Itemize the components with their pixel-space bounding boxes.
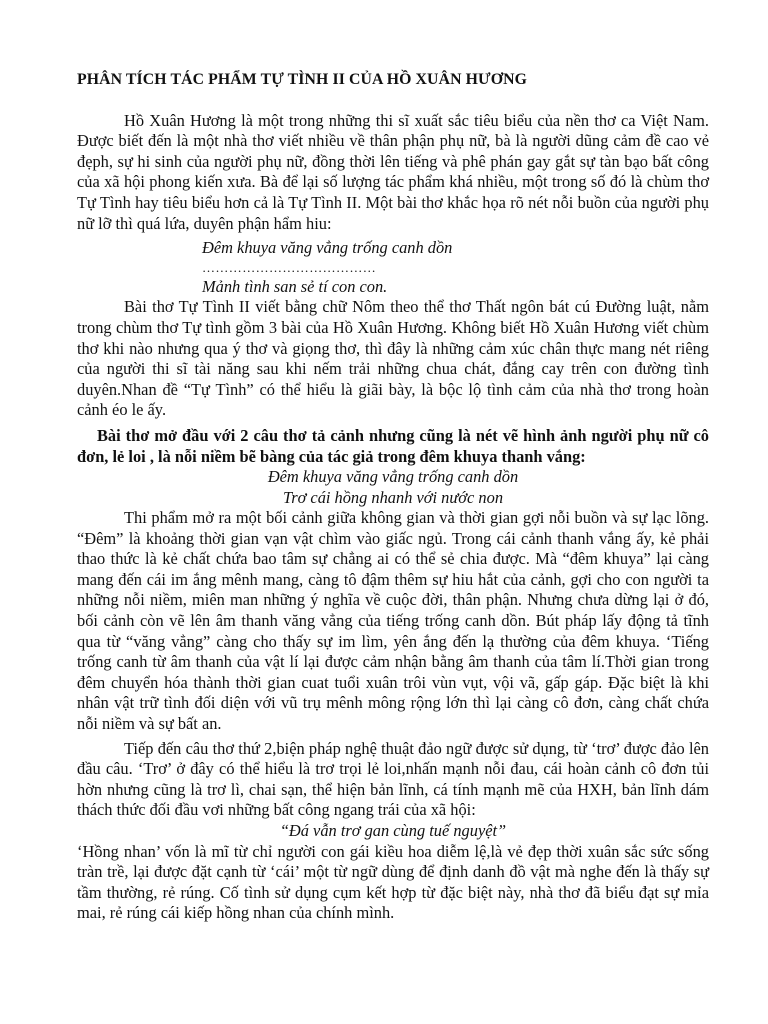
- analysis-paragraph-1: Thi phẩm mở ra một bối cảnh giữa không gian và thời gian gợi nỗi buồn và sự lạc lõng. “Đêm” là khoảng thời gian vạn vật chìm vào giấc ngủ. Trong cái cảnh thanh vắng ấy, kẻ phải thao thức là kẻ chất chứa bao tâm sự chẳng ai có thể sẻ chia được. Mà “đêm khuya” lại càng mang đến cái im ắng mênh mang, càng tô đậm thêm sự hiu hắt của cảnh, gợi cho con người ta những nỗi niềm, miên man những ý nghĩa về cuộc đời, thân phận. Nhưng chưa dừng lại ở đó, bối cảnh còn vẽ lên âm thanh văng vẳng của tiếng trống canh dồn. Bút pháp lấy động tả tĩnh qua từ “văng vẳng” càng cho thấy sự im lìm, yên ắng đến lạ thường của đêm khuya. ‘Tiếng trống canh từ âm thanh của vật lí lại được cảm nhận bằng âm thanh của tâm lí.Thời gian trong đêm chuyển hóa thành thời gian cuat tuổi xuân trôi vùn vụt, vội vã, gấp gáp. Đặc biệt là khi nhân vật trữ tình đối diện với vũ trụ mênh mông rộng lớn thì lại càng cô đơn, càng chất chứa nỗi niềm và sự bất an.: [77, 508, 709, 734]
- verse-line-5: “Đá vẫn trơ gan cùng tuế nguyệt”: [279, 821, 507, 840]
- verse-line-1: Đêm khuya văng vẳng trống canh dồn: [202, 238, 453, 258]
- analysis-paragraph-2: Tiếp đến câu thơ thứ 2,biện pháp nghệ thuật đảo ngữ được sử dụng, từ ‘trơ’ được đảo lên đầu câu. ‘Trơ’ ở đây có thể hiểu là trơ trọi lẻ loi,nhấn mạnh nỗi đau, cái hoàn cảnh cô đơn tủi hờn nhưng cũng là trơ lì, chai sạn, thể hiện bản lĩnh, cá tính mạnh mẽ của HXH, bản lĩnh dám thách thức đối đầu vơi những bất công ngang trái của xã hội:: [77, 738, 709, 820]
- context-paragraph: Bài thơ Tự Tình II viết bằng chữ Nôm theo thể thơ Thất ngôn bát cú Đường luật, nằm trong chùm thơ Tự tình gồm 3 bài của Hồ Xuân Hương. Không biết Hồ Xuân Hương viết chùm thơ khi nào nhưng qua ý thơ và giọng thơ, thì đây là những cảm xúc chân thực mang nét riêng của người thi sĩ tài năng sau khi nếm trải những chua chát, đắng cay trên con đường tình duyên.Nhan đề “Tự Tình” có thể hiểu là giãi bày, là bộc lộ tình cảm của nhà thơ trong hoàn cảnh éo le ấy.: [77, 297, 709, 420]
- verse-line-3: Đêm khuya văng vẳng trống canh dồn: [267, 466, 519, 486]
- verse-line-4: Trơ cái hồng nhanh với nước non: [282, 487, 504, 507]
- intro-paragraph: Hồ Xuân Hương là một trong những thi sĩ xuất sắc tiêu biểu của nền thơ ca Việt Nam. Được biết đến là một nhà thơ viết nhiều về thân phận phụ nữ, bà là người dũng cảm đề cao vẻ đẹph, sự hi sinh của người phụ nữ, đồng thời lên tiếng và phê phán gay gắt sự tàn bạo bất công của xã hội phong kiến xưa. Bà để lại số lượng tác phẩm khá nhiều, một trong số đó là chùm thơ Tự Tình hay tiêu biểu hơn cả là Tự Tình II. Một bài thơ khắc họa rõ nét nỗi buồn của người phụ nữ lỡ thì quá lứa, duyên phận hẩm hiu:: [77, 110, 709, 233]
- verse-ellipsis: …………………………………: [202, 259, 377, 275]
- verse-line-2: Mảnh tình san sẻ tí con con.: [202, 276, 388, 296]
- document-body: [77, 70, 709, 924]
- document-title: PHÂN TÍCH TÁC PHẨM TỰ TÌNH II CỦA HỒ XUÂN HƯƠNG: [77, 71, 527, 88]
- bold-intro-paragraph: Bài thơ mở đầu với 2 câu thơ tả cảnh nhưng cũng là nét vẽ hình ảnh người phụ nữ cô đơn, lẻ loi , là nỗi niềm bẽ bàng của tác giả trong đêm khuya thanh vắng:: [77, 425, 709, 466]
- analysis-paragraph-3: ‘Hồng nhan’ vốn là mĩ từ chỉ người con gái kiều hoa diễm lệ,là vẻ đẹp thời xuân sắc sức sống tràn trề, lại được đặt cạnh từ ‘cái’ một từ ngữ dùng để định danh đồ vật mà nghe đến là thấy sự tầm thường, rẻ rúng. Cố tình sử dụng cụm kết hợp từ đặc biệt này, nhà thơ đã biểu đạt sự mỉa mai, rẻ rúng cái kiếp hồng nhan của chính mình.: [77, 841, 709, 923]
